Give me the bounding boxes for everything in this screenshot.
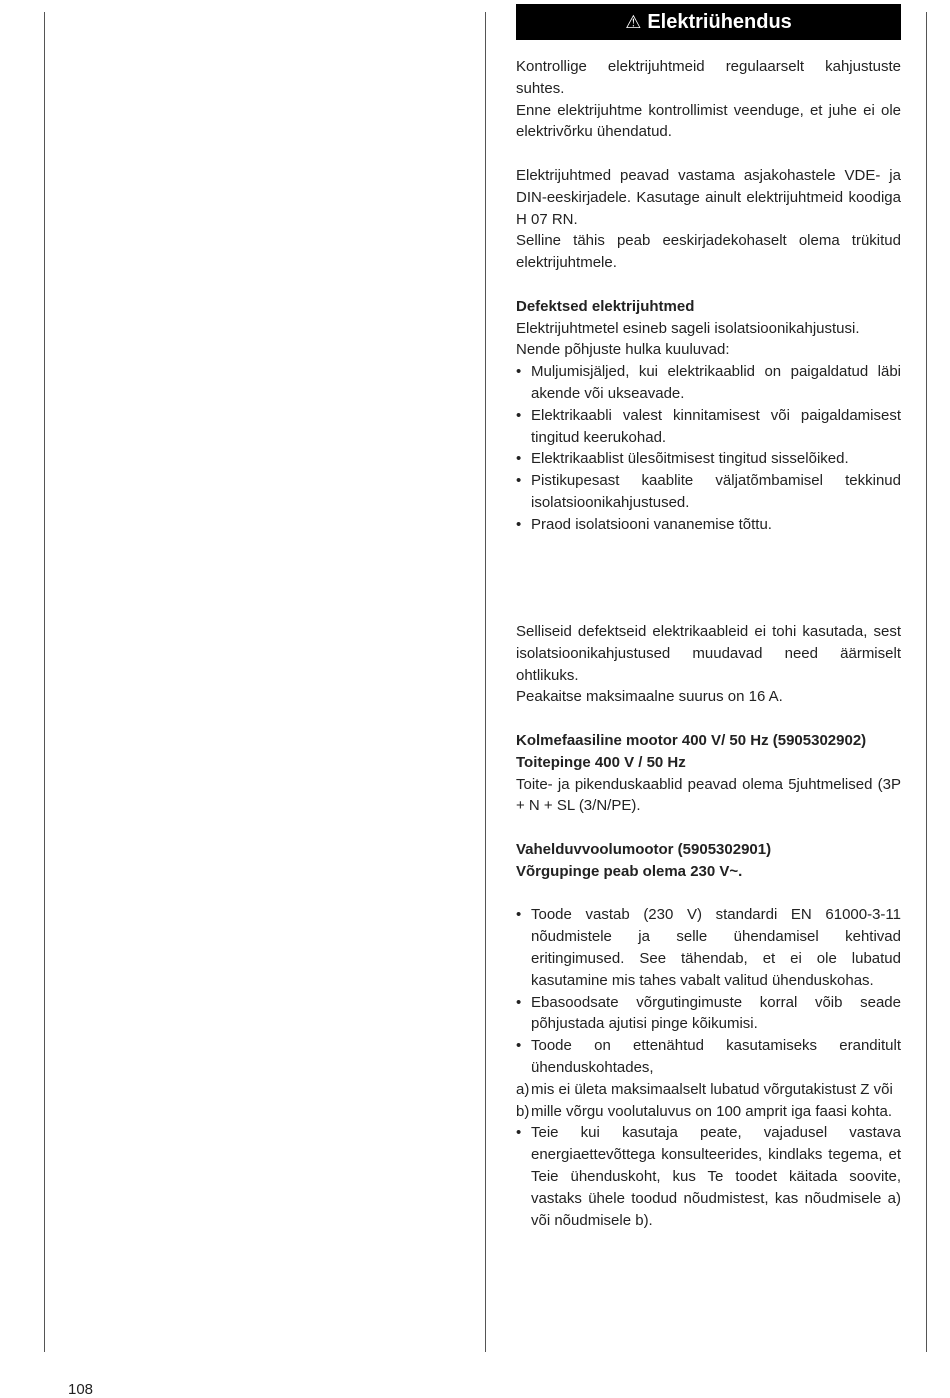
list-item: • Teie kui kasutaja peate, vajadusel vastava energiaettevõttega konsulteerides, kindlaks tegema, et Teie ühenduskoht, kus Te toodet käitada soovite, vastaks ühele toodud nõudmistest, kas nõudmisele a) või nõudmisele b).	[516, 1124, 901, 1229]
content-column-top	[516, 56, 901, 536]
right-margin-rule	[926, 12, 927, 1352]
list-item: a) mis ei ületa maksimaalselt lubatud võrgutakistust Z või	[516, 1080, 893, 1098]
content-column-bottom	[516, 621, 901, 1231]
section-header	[516, 4, 901, 40]
list-item: • Ebasoodsate võrgutingimuste korral võib seade põhjustada ajutisi pinge kõikumisi.	[516, 993, 901, 1033]
page-number: 108	[68, 1381, 94, 1398]
paragraph: Kontrollige elektrijuhtmeid regulaarselt kahjustuste suhtes.	[516, 58, 901, 97]
paragraph: Elektrijuhtmed peavad vastama asjakohastele VDE- ja DIN-eeskirjadele. Kasutage ainult elektrijuhtmeid koodiga H 07 RN.	[516, 166, 901, 228]
warning-triangle-icon: ⚠	[625, 11, 642, 32]
paragraph: Selliseid defektseid elektrikaableid ei tohi kasutada, sest isolatsioonikahjustused muudavad need äärmiselt ohtlikuks.	[516, 623, 901, 684]
subheading-defects: Defektsed elektrijuhtmed	[516, 297, 695, 315]
paragraph: Nende põhjuste hulka kuuluvad:	[516, 341, 730, 359]
paragraph: Toite- ja pikenduskaablid peavad olema 5juhtmelised (3P + N + SL (3/N/PE).	[516, 775, 901, 815]
list-item: • Elektrikaabli valest kinnitamisest või paigaldamisest tingitud keerukohad.	[516, 406, 901, 446]
list-item: • Toode vastab (230 V) standardi EN 61000-3-11 nõudmistele ja selle ühendamisel kehtivad eritingimused. See tähendab, et ei ole lubatud kasutamine mis tahes vabalt valitud ühenduskohas.	[516, 906, 901, 989]
list-item: • Elektrikaablist ülesõitmisest tingitud sisselõiked.	[516, 450, 849, 468]
paragraph: Enne elektrijuhtme kontrollimist veenduge, et juhe ei ole elektrivõrku ühendatud.	[516, 101, 901, 141]
subheading-supply-voltage: Toitepinge 400 V / 50 Hz	[516, 753, 686, 771]
list-item: • Toode on ettenähtud kasutamiseks eranditult ühenduskohtades,	[516, 1037, 901, 1076]
section-title: Elektriühendus	[647, 10, 792, 33]
paragraph: Selline tähis peab eeskirjadekohaselt olema trükitud elektrijuhtmele.	[516, 232, 901, 272]
subheading-ac-motor: Vahelduvvoolumootor (5905302901)	[516, 840, 772, 858]
subheading-mains-voltage: Võrgupinge peab olema 230 V~.	[516, 862, 743, 880]
list-item: • Pistikupesast kaablite väljatõmbamisel tekkinud isolatsioonikahjustused.	[516, 472, 901, 511]
left-margin-rule	[44, 12, 45, 1352]
list-item: • Praod isolatsiooni vananemise tõttu.	[516, 515, 772, 533]
list-item: b) mille võrgu voolutaluvus on 100 amprit iga faasi kohta.	[516, 1102, 893, 1120]
paragraph: Elektrijuhtmetel esineb sageli isolatsioonikahjustusi.	[516, 319, 860, 337]
list-item: • Muljumisjäljed, kui elektrikaablid on paigaldatud läbi akende või ukseavade.	[516, 363, 901, 402]
column-divider-rule	[485, 12, 486, 1352]
paragraph: Peakaitse maksimaalne suurus on 16 A.	[516, 688, 783, 706]
subheading-three-phase: Kolmefaasiline mootor 400 V/ 50 Hz (5905302902)	[516, 731, 867, 749]
